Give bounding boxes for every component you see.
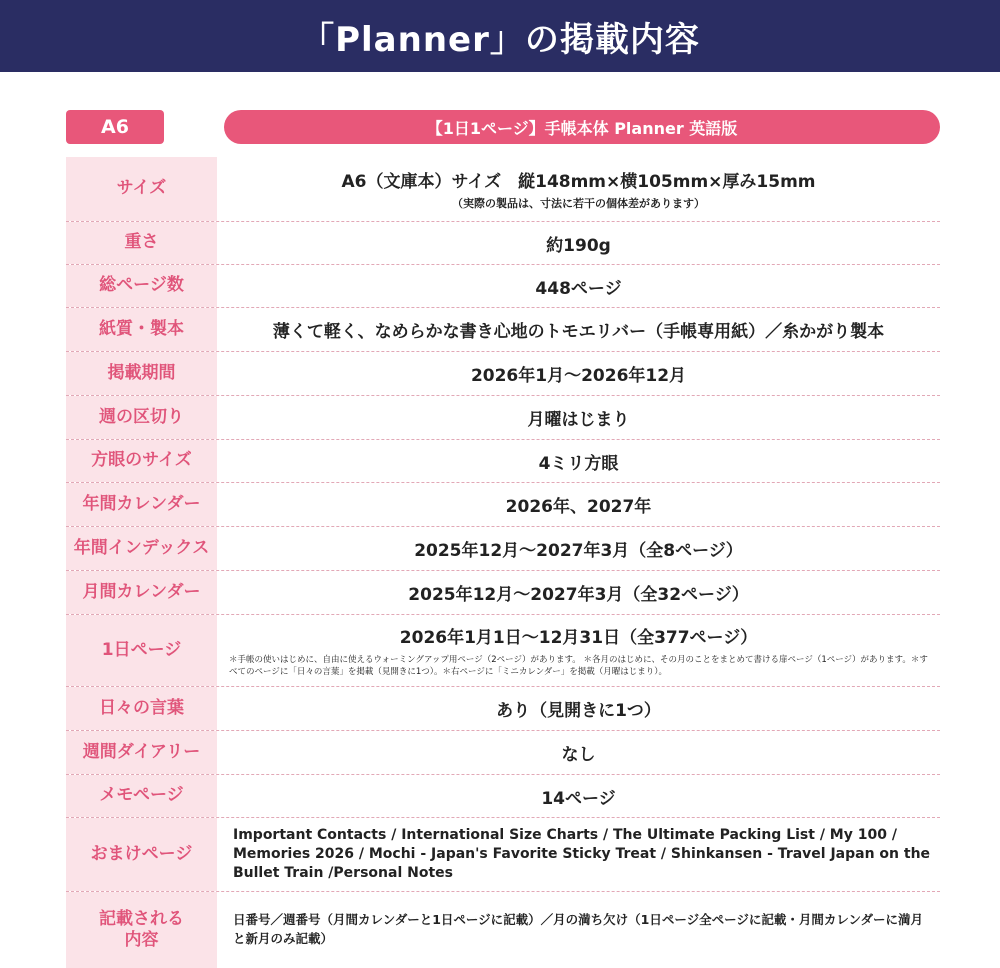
spec-label: 週間ダイアリー: [66, 731, 217, 774]
spec-value-main: 2026年1月1日〜12月31日（全377ページ）: [399, 627, 758, 648]
spec-value: 薄くて軽く、なめらかな書き心地のトモエリバー（手帳専用紙）／糸かがり製本: [272, 322, 885, 342]
spec-value: 2026年、2027年: [505, 497, 652, 517]
spec-row-weight: [66, 222, 940, 265]
spec-table: [66, 157, 940, 968]
product-title: 【1日1ページ】手帳本体 Planner 英語版: [224, 110, 940, 144]
spec-row-size: [66, 157, 940, 222]
spec-row-monthly-calendar: [66, 571, 940, 615]
spec-value: なし: [561, 745, 596, 765]
spec-label: 日々の言葉: [66, 687, 217, 730]
spec-value: [217, 157, 940, 221]
spec-value: [217, 615, 940, 686]
spec-row-daily-pages: [66, 615, 940, 687]
spec-row-daily-words: [66, 687, 940, 731]
spec-label: 掲載期間: [66, 352, 217, 395]
spec-value: 2025年12月〜2027年3月（全8ページ）: [414, 541, 743, 561]
spec-value: 448ページ: [535, 278, 622, 299]
spec-row-period: [66, 352, 940, 396]
spec-label: 年間インデックス: [66, 527, 217, 570]
spec-value: 約190g: [546, 235, 611, 256]
spec-label: 週の区切り: [66, 396, 217, 439]
spec-label: 紙質・製本: [66, 308, 217, 351]
spec-label: 月間カレンダー: [66, 571, 217, 614]
page-banner: [0, 0, 1000, 72]
spec-label: 1日ページ: [66, 615, 217, 686]
spec-row-paper: [66, 308, 940, 352]
spec-label: おまけページ: [66, 818, 217, 891]
spec-label: サイズ: [66, 157, 217, 221]
spec-value: [217, 892, 940, 968]
spec-row-printed-contents: [66, 892, 940, 968]
spec-value: 2025年12月〜2027年3月（全32ページ）: [408, 585, 749, 605]
spec-value: あり（見開きに1つ）: [496, 701, 661, 721]
spec-row-yearly-calendar: [66, 483, 940, 527]
banner-title: 「Planner」の掲載内容: [300, 19, 700, 60]
spec-label: 総ページ数: [66, 265, 217, 307]
table-header: [0, 110, 1000, 146]
spec-row-weekly-diary: [66, 731, 940, 775]
spec-value: 月曜はじまり: [527, 410, 630, 430]
spec-value: [217, 818, 940, 891]
spec-row-memo-pages: [66, 775, 940, 818]
spec-value-fine-print: ＊手帳の使いはじめに、自由に使えるウォーミングアップ用ページ（2ページ）があります。 ＊各月のはじめに、その月のことをまとめて書ける扉ページ（1ページ）があります。＊すべてのページに「日々の言葉」を掲載（見開きに1つ）。＊右ページに「ミニカレンダー」を掲載（月曜はじまり）。: [229, 654, 928, 677]
spec-row-week-start: [66, 396, 940, 440]
spec-value: 14ページ: [541, 788, 616, 809]
spec-label: 年間カレンダー: [66, 483, 217, 526]
spec-value-main: A6（文庫本）サイズ 縦148mm×横105mm×厚み15mm: [341, 172, 816, 192]
spec-value-note: （実際の製品は、寸法に若干の個体差があります）: [452, 197, 705, 210]
spec-label: 重さ: [66, 222, 217, 264]
spec-label: 記載される 内容: [66, 892, 217, 968]
spec-row-grid: [66, 440, 940, 483]
spec-label: 方眼のサイズ: [66, 440, 217, 482]
spec-row-pages: [66, 265, 940, 308]
spec-value: 2026年1月〜2026年12月: [470, 366, 687, 386]
spec-value-main: Important Contacts / International Size Charts / The Ultimate Packing List / My 100 / Memories 2026 / Mochi - Japan's Favorite Sticky Treat / Shinkansen - Travel Japan on the Bullet Train /Personal Notes: [233, 827, 931, 881]
spec-label: メモページ: [66, 775, 217, 817]
spec-row-yearly-index: [66, 527, 940, 571]
spec-value: 4ミリ方眼: [538, 453, 619, 474]
spec-value-main: 日番号／週番号（月間カレンダーと1日ページに記載）／月の満ち欠け（1日ページ全ページに記載・月間カレンダーに満月と新月のみ記載）: [233, 912, 924, 946]
spec-row-bonus-pages: [66, 818, 940, 892]
size-badge: A6: [66, 110, 164, 144]
